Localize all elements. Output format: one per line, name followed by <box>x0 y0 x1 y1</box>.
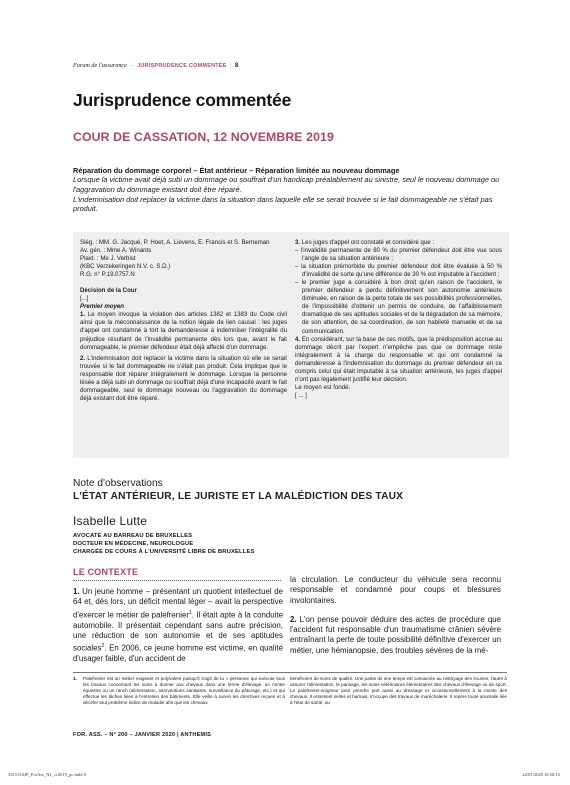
ellipsis-left: [...] <box>80 295 89 303</box>
note-title: Note d'observations <box>73 478 163 489</box>
avgen-line: Av. gén. : Mme A. Winants <box>80 247 152 255</box>
note-subtitle: L'ÉTAT ANTÉRIEUR, LE JURISTE ET LA MALÉDICTION DES TAUX <box>73 491 404 502</box>
sieg-line: Siég. : MM. G. Jacqué, P. Hoet, A. Lievens, E. Francis et S. Berneman <box>80 239 270 246</box>
body-continuation: la circulation. Le conducteur du véhicule sera reconnu responsable et condamné pour coups et blessures involontaires. <box>290 575 501 605</box>
footnote-left <box>73 676 285 706</box>
summary-block <box>73 166 503 213</box>
body-text-1a: Un jeune homme – présentant un quotient intellectuel de 64 et, dès lors, un déficit mental léger – avait la perspective d'exercer le métier de palefrenier <box>73 587 283 620</box>
body-para-2 <box>290 615 501 656</box>
body-left-column <box>73 587 283 664</box>
para-num-1: 1. <box>80 311 86 319</box>
author-affiliations <box>73 532 255 557</box>
body-text-1b: . Il était apte à la conduite automobile. Il présentait cependant sans autre précision, une réduction de son autonomie et de ses aptitudes sociales <box>73 610 283 653</box>
header-separator: – <box>130 62 134 69</box>
header-section: JURISPRUDENCE COMMENTÉE <box>137 63 227 69</box>
affiliation-1: AVOCATE AU BARREAU DE BRUXELLES <box>73 533 193 539</box>
affiliation-2: DOCTEUR EN MÉDECINE, NEUROLOGUE <box>73 541 194 548</box>
dash-item-2: – la situation prémorbide du premier défendeur doit être évaluée à 50 % d'invalidité de sorte qu'une différence de 30 % est imputable à l'accident ; <box>295 263 502 279</box>
para-text-1: Le moyen invoque la violation des articles 1382 et 1383 du Code civil ainsi que la méconnaissance de la notion légale de lien causal : les juges d'appel ont condamné à tort la demanderesse à indemniser l'intégralité du préjudice résultant de l'invalidité permanente dès lors que, avant le fait dommageable, le premier défendeur était déjà affecté d'un dommage. <box>80 311 287 351</box>
decision-para-4 <box>295 336 502 384</box>
rg-line: R.G. n° P.19.0757.N <box>80 271 135 279</box>
parties-line: (KBC Verzekeringen N.V. c. S.D.) <box>80 263 171 271</box>
para-text-4: En considérant, sur la base de ces motifs, que la prédisposition accrue au dommage décrit par l'expert n'empêche pas que ce dommage reste intégralement à la charge du responsable et qui ont condamné la demanderesse à l'indemnisation du dommage du premier défendeur en ce compris celui qui était imputable à sa situation antérieure, les juges d'appel n'ont pas légalement justifié leur décision. <box>295 335 502 383</box>
body-right-column <box>290 575 501 656</box>
body-num-1: 1. <box>73 587 80 596</box>
footnote-ref-1[interactable]: 1 <box>188 609 192 616</box>
para-num-2: 2. <box>80 354 86 362</box>
page-footer: FOR. ASS. – N° 200 – JANVIER 2020 | ANTHEMIS <box>73 732 212 738</box>
para-text-2: L'indemnisation doit replacer la victime dans la situation où elle se serait trouvée si le fait dommageable ne s'était pas produit. Cela implique que le responsable doit réparer intégralement le dommage. Lorsque la personne lésée a déjà subi un dommage ou souffrait déjà d'une incapacité avant le fait dommageable, seul le dommage nouveau ou l'aggravation du dommage déjà existant doit être réparé. <box>80 354 287 402</box>
section-heading: LE CONTEXTE <box>73 567 139 577</box>
section-divider <box>73 580 281 581</box>
body-num-2: 2. <box>290 614 297 624</box>
header-bar: | <box>230 62 232 69</box>
footnote-number: 1. <box>73 676 77 681</box>
summary-title: Réparation du dommage corporel – État antérieur – Réparation limitée au nouveau dommage <box>73 166 400 175</box>
print-slug-left: 331511AIP_ForAss_N1_cc2019_pc.indd 8 <box>8 772 86 777</box>
body-text-2: L'on pense pouvoir déduire des actes de procédure que l'accident fut responsable d'un traumatisme crânien sévère entraînant la perte de toute possibilité définitive d'exercer un métier, une hémianopsie, des troubles sévères de la mé- <box>290 614 501 655</box>
ellipsis-right: [ ... ] <box>295 391 307 399</box>
court-subtitle: COUR DE CASSATION, 12 NOVEMBRE 2019 <box>73 130 334 144</box>
plaid-line: Plaid. : Me J. Verbist <box>80 255 136 263</box>
footnote-divider <box>73 672 507 673</box>
decision-left-column <box>80 239 287 403</box>
decision-right-column <box>295 239 502 400</box>
para-text-3: Les juges d'appel ont constaté et considéré que : <box>300 239 435 246</box>
journal-name: Forum de l'assurance <box>73 62 127 69</box>
decision-box <box>73 232 509 458</box>
summary-paragraph-2: L'indemnisation doit replacer la victime dans la situation dans laquelle elle se serait trouvée si le fait dommageable ne s'était pas produit. <box>73 194 493 214</box>
decision-para-1 <box>80 311 287 351</box>
summary-paragraph-1: Lorsque la victime avait déjà subi un dommage ou souffrait d'un handicap préalablement au sinistre, seul le nouveau dommage ou l'aggravation du dommage existant doit être réparé. <box>73 175 500 194</box>
footnote-ref-2[interactable]: 2 <box>101 643 105 650</box>
para-num-3: 3. <box>295 239 301 246</box>
page-title: Jurisprudence commentée <box>73 90 292 110</box>
dash-item-3: – le premier juge a considéré à bon droit qu'en raison de l'accident, le premier défendeur a perdu définitivement son autonomie antérieure diminuée, en raison de la perte totale de ses possibilités professionnelles, de l'impossibilité d'obtenir un permis de conduire, de l'affaiblissement dramatique de ses aptitudes sociales et de la dégradation de sa mémoire, de son attention, de sa coordination, de son habileté manuelle et de sa communication. <box>295 279 502 335</box>
moyen-fonde: Le moyen est fondé. <box>295 383 351 391</box>
body-para-1 <box>73 587 283 664</box>
footnote-text-right: bénéficient de soins de qualité. Une partie de son temps est consacrée au nettoyage des écuries, l'autre à assurer l'alimentation, le pansage, les soins vétérinaires élémentaires des chevaux d'élevage ou de sport. Le palefrenier-soigneur peut prendre part aussi au dressage et occasionnellement à la monte des chevaux. Il entretient selles et harnais, s'occupe des travaux de maréchalerie. Il repère toute anomalie liée à l'état de santé, au <box>290 676 507 706</box>
body-text-1c: . En 2006, ce jeune homme est victime, en qualité d'usager faible, d'un accident de <box>73 643 283 664</box>
author-name: Isabelle Lutte <box>73 514 148 528</box>
decision-para-3 <box>295 239 502 247</box>
dash-item-1: – l'invalidité permanente de 80 % du premier défendeur doit être vue sous l'angle de sa situation antérieure ; <box>295 247 502 263</box>
footnote-text-left: Palefrenier est un métier exigeant et polyvalent puisqu'il s'agit de la « personne qui exécute tous les travaux concernant les soins à donner aux chevaux dans une ferme d'élevage, un centre équestre ou un ranch (alimentation, interventions sanitaires, surveillance du pâturage, etc.) et qui effectue les tâches liées à l'entretien des bâtiments. Elle veille à suivre les directives reçues et à déceler tout problème indice de maladie afin que les chevaux <box>83 676 285 706</box>
moyen-heading: Premier moyen <box>80 303 125 311</box>
decision-heading: Décision de la Cour <box>80 287 137 295</box>
para-num-4: 4. <box>295 335 301 343</box>
page-number: 8 <box>235 63 239 69</box>
affiliation-3: CHARGÉE DE COURS À L'UNIVERSITÉ LIBRE DE BRUXELLES <box>73 549 255 556</box>
print-slug-right: 22/01/2020 10:50:15 <box>522 772 560 777</box>
decision-para-2 <box>80 355 287 403</box>
running-header <box>73 62 238 69</box>
